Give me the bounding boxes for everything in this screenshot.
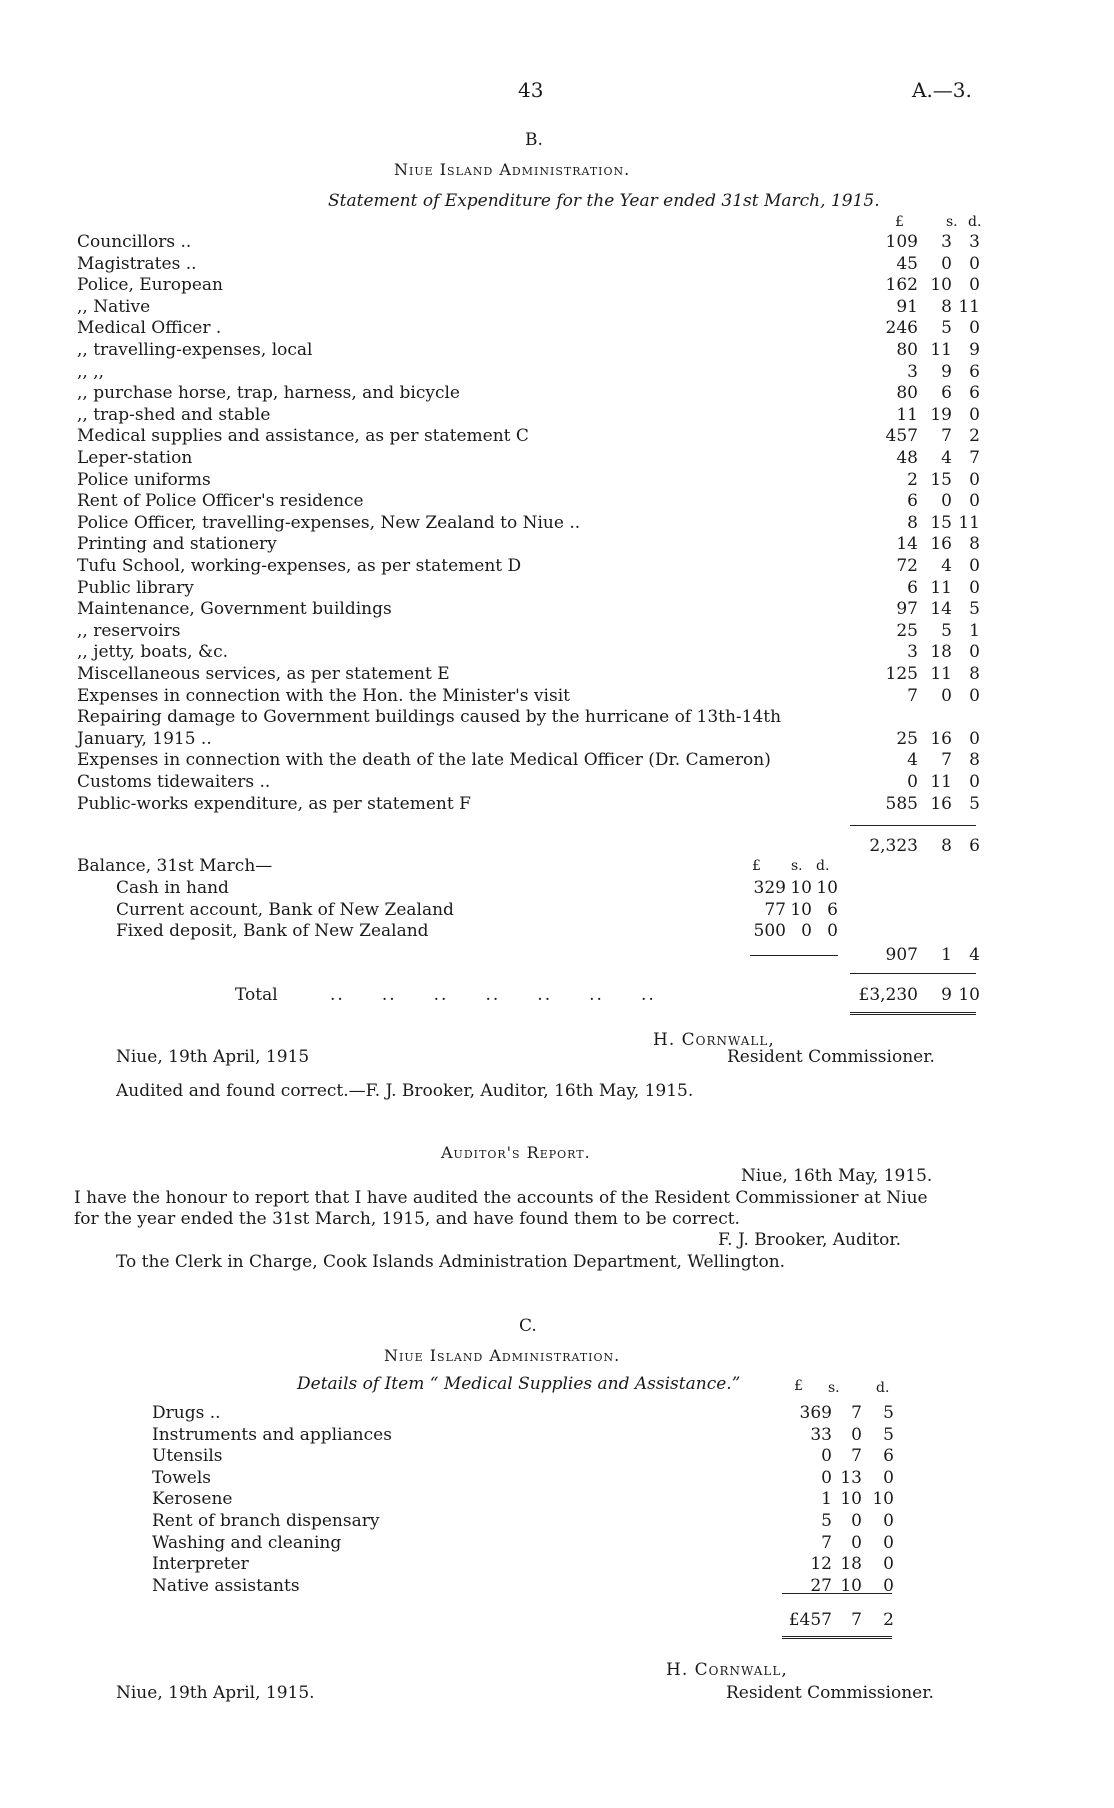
medical-supplies-row-pounds: 5: [821, 1511, 832, 1531]
expenditure-row-pounds: 109: [885, 232, 918, 252]
balance-row-pence: 6: [827, 899, 838, 920]
page-number: 43: [518, 78, 544, 102]
balance-row-label: Fixed deposit, Bank of New Zealand: [116, 921, 429, 941]
c-total-pence: 2: [883, 1610, 894, 1630]
expenditure-row-pounds: 0: [907, 772, 918, 792]
expenditure-row-shillings: 15: [930, 512, 952, 533]
expenditure-row-pounds: 45: [896, 253, 918, 274]
c-total-shillings: 7: [851, 1610, 862, 1630]
balance-rule: [750, 955, 838, 956]
expenditure-row-label: Expenses in connection with the death of the late Medical Officer (Dr. Cameron): [77, 750, 771, 771]
expenditure-row-label: Tufu School, working-expenses, as per statement D: [77, 556, 522, 576]
balance-row-label: Cash in hand: [116, 878, 229, 898]
medical-supplies-row-pounds: 7: [821, 1532, 832, 1553]
medical-supplies-row-label: Drugs ..: [152, 1403, 221, 1423]
medical-supplies-row: [0, 1489, 1114, 1511]
medical-supplies-row: [0, 1425, 1114, 1447]
expenditure-row-label: January, 1915 ..: [77, 728, 212, 749]
medical-supplies-row-shillings: 0: [851, 1424, 862, 1445]
expenditure-row-shillings: 8: [941, 296, 952, 317]
expenditure-row-pence: 0: [969, 556, 980, 576]
medical-supplies-row: [0, 1533, 1114, 1555]
expenditure-row: [0, 642, 1114, 664]
total-leaders: .. .. .. .. .. .. ..: [330, 985, 656, 1005]
expenditure-row-pounds: 14: [896, 534, 918, 555]
expenditure-row-label: ,, Native: [77, 296, 151, 317]
medical-supplies-row-shillings: 0: [851, 1511, 862, 1531]
total-pence: 10: [958, 985, 980, 1005]
medical-supplies-row-pence: 0: [883, 1511, 894, 1531]
expenditure-row-shillings: 11: [930, 664, 952, 684]
expenditure-row-label: Medical Officer .: [77, 318, 222, 339]
medical-supplies-row: [0, 1511, 1114, 1533]
section-b-signatory-name: H. Cornwall,: [653, 1030, 775, 1050]
expenditure-row-pounds: 25: [896, 620, 918, 641]
expenditure-row-shillings: 3: [941, 232, 952, 252]
c-total-rule: [782, 1593, 892, 1594]
expenditure-row-shillings: 19: [930, 404, 952, 425]
expenditure-row-pence: 6: [969, 383, 980, 404]
medical-supplies-row-pence: 0: [883, 1554, 894, 1575]
expenditure-row-pence: 9: [969, 340, 980, 360]
expenditure-row: [0, 794, 1114, 816]
total-shillings: 9: [941, 985, 952, 1005]
expenditure-row-shillings: 16: [930, 728, 952, 749]
expenditure-row-pence: 11: [958, 512, 980, 533]
expenditure-row-pence: 7: [969, 448, 980, 468]
medical-supplies-row-pounds: 27: [810, 1575, 832, 1596]
medical-supplies-row-label: Washing and cleaning: [152, 1532, 342, 1553]
expenditure-row-pounds: 6: [907, 491, 918, 512]
expenditure-row-label: ,, reservoirs: [77, 620, 181, 641]
section-b-letter: B.: [525, 130, 543, 150]
medical-supplies-row-pence: 10: [872, 1489, 894, 1510]
expenditure-row-pence: 2: [969, 426, 980, 447]
auditors-report-body-1: I have the honour to report that I have audited the accounts of the Resident Commissioner at Niue: [74, 1188, 928, 1208]
section-b-signatory-title: Resident Commissioner.: [727, 1047, 935, 1067]
expenditure-row: [0, 599, 1114, 621]
expenditure-row-label: ,, ,,: [77, 361, 105, 382]
expenditure-row-shillings: 9: [941, 361, 952, 382]
c-total-double-rule: [782, 1636, 892, 1639]
expenditure-row-pence: 0: [969, 469, 980, 490]
expenditure-row: [0, 686, 1114, 708]
subtotal-shillings: 8: [941, 836, 952, 856]
expenditure-row-pounds: 72: [896, 556, 918, 576]
medical-supplies-row-pounds: 1: [821, 1489, 832, 1510]
expenditure-row: [0, 275, 1114, 297]
expenditure-row-pounds: 7: [907, 685, 918, 706]
expenditure-row-pounds: 25: [896, 728, 918, 749]
medical-supplies-row-pence: 0: [883, 1532, 894, 1553]
expenditure-row-shillings: 16: [930, 793, 952, 814]
c-pence-header: d.: [876, 1380, 890, 1396]
expenditure-row-pounds: 80: [896, 383, 918, 404]
balance-row-pounds: 77: [764, 899, 786, 920]
expenditure-row: [0, 383, 1114, 405]
expenditure-row-shillings: 0: [941, 491, 952, 512]
balance-total-pounds: 907: [885, 945, 918, 965]
expenditure-row-label: Medical supplies and assistance, as per statement C: [77, 426, 529, 447]
expenditure-row-shillings: 7: [941, 426, 952, 447]
medical-supplies-row-shillings: 13: [840, 1467, 862, 1488]
section-c-letter: C.: [519, 1316, 537, 1336]
medical-supplies-row-pounds: 12: [810, 1554, 832, 1575]
expenditure-row-shillings: 4: [941, 448, 952, 468]
section-b-title: Niue Island Administration.: [394, 160, 631, 179]
subtotal-rule: [850, 825, 976, 826]
expenditure-row-pounds: 4: [907, 750, 918, 771]
balance-row: [0, 900, 1114, 922]
expenditure-row-label: Customs tidewaiters ..: [77, 772, 271, 792]
expenditure-row-shillings: 5: [941, 620, 952, 641]
section-c-place-date: Niue, 19th April, 1915.: [116, 1683, 315, 1703]
expenditure-row-pounds: 6: [907, 577, 918, 598]
expenditure-row: [0, 470, 1114, 492]
expenditure-row-pence: 0: [969, 253, 980, 274]
expenditure-row: [0, 254, 1114, 276]
expenditure-row: [0, 297, 1114, 319]
expenditure-row-pence: 0: [969, 685, 980, 706]
balance-row-pounds: 329: [753, 878, 786, 898]
medical-supplies-row-label: Native assistants: [152, 1575, 300, 1596]
section-b-subtitle: Statement of Expenditure for the Year ended 31st March, 1915.: [328, 191, 880, 211]
expenditure-row-pounds: 2: [907, 469, 918, 490]
expenditure-row-label: Miscellaneous services, as per statement E: [77, 664, 450, 684]
expenditure-row-shillings: 15: [930, 469, 952, 490]
balance-row: [0, 921, 1114, 943]
expenditure-row-shillings: 11: [930, 772, 952, 792]
c-total-pounds: £457: [788, 1610, 832, 1630]
document-reference: A.—3.: [912, 78, 972, 102]
balance-total-shillings: 1: [941, 945, 952, 965]
medical-supplies-row: [0, 1554, 1114, 1576]
expenditure-row-label: ,, jetty, boats, &c.: [77, 642, 229, 663]
total-rule: [850, 973, 976, 974]
c-shillings-header: s.: [828, 1380, 840, 1396]
expenditure-row: [0, 448, 1114, 470]
medical-supplies-row-shillings: 0: [851, 1532, 862, 1553]
expenditure-row-pence: 6: [969, 361, 980, 382]
section-b-place-date: Niue, 19th April, 1915: [116, 1047, 310, 1067]
expenditure-row: [0, 491, 1114, 513]
expenditure-row-label: ,, travelling-expenses, local: [77, 340, 313, 360]
expenditure-row-pence: 0: [969, 728, 980, 749]
balance-heading: Balance, 31st March—: [77, 856, 273, 876]
medical-supplies-row: [0, 1468, 1114, 1490]
expenditure-row-shillings: 10: [930, 275, 952, 296]
expenditure-row-shillings: 18: [930, 642, 952, 663]
expenditure-row-pounds: 97: [896, 599, 918, 620]
medical-supplies-row-shillings: 18: [840, 1554, 862, 1575]
expenditure-row-pence: 0: [969, 577, 980, 598]
expenditure-row-pence: 5: [969, 793, 980, 814]
balance-row: [0, 878, 1114, 900]
expenditure-row-label: Police Officer, travelling-expenses, New Zealand to Niue ..: [77, 512, 581, 533]
medical-supplies-row-shillings: 7: [851, 1403, 862, 1423]
auditors-report-signature: F. J. Brooker, Auditor.: [718, 1230, 902, 1250]
expenditure-row-pence: 0: [969, 275, 980, 296]
expenditure-row-pounds: 125: [885, 664, 918, 684]
expenditure-row-pence: 0: [969, 772, 980, 792]
expenditure-row: [0, 534, 1114, 556]
expenditure-row-pence: 8: [969, 534, 980, 555]
section-c-signatory-title: Resident Commissioner.: [726, 1683, 934, 1703]
expenditure-row-label: Police, European: [77, 275, 223, 296]
expenditure-row-pounds: 3: [907, 642, 918, 663]
expenditure-row: [0, 362, 1114, 384]
expenditure-row-pounds: 8: [907, 512, 918, 533]
medical-supplies-row: [0, 1403, 1114, 1425]
medical-supplies-row: [0, 1446, 1114, 1468]
expenditure-row-pounds: 11: [896, 404, 918, 425]
medical-supplies-row-label: Interpreter: [152, 1554, 249, 1575]
balance-row-shillings: 0: [801, 921, 812, 941]
expenditure-row: [0, 426, 1114, 448]
expenditure-row-shillings: 11: [930, 577, 952, 598]
expenditure-row-pounds: 48: [896, 448, 918, 468]
expenditure-row-pence: 0: [969, 491, 980, 512]
subtotal-pence: 6: [969, 836, 980, 856]
medical-supplies-row-label: Instruments and appliances: [152, 1424, 392, 1445]
expenditure-row-pounds: 457: [885, 426, 918, 447]
pence-header: d.: [968, 214, 982, 230]
balance-pence-header: d.: [816, 858, 830, 874]
balance-row-pounds: 500: [753, 921, 786, 941]
balance-total-pence: 4: [969, 945, 980, 965]
expenditure-row-label: ,, trap-shed and stable: [77, 404, 271, 425]
expenditure-row-pence: 0: [969, 318, 980, 339]
expenditure-row: [0, 621, 1114, 643]
expenditure-row-label: Magistrates ..: [77, 253, 197, 274]
medical-supplies-row-shillings: 10: [840, 1489, 862, 1510]
c-pounds-header: £: [794, 1378, 803, 1394]
expenditure-row-pounds: 162: [885, 275, 918, 296]
expenditure-row-shillings: 5: [941, 318, 952, 339]
expenditure-row-label: Printing and stationery: [77, 534, 277, 555]
expenditure-row: [0, 772, 1114, 794]
section-c-signatory-name: H. Cornwall,: [666, 1660, 788, 1680]
expenditure-row-pence: 1: [969, 620, 980, 641]
expenditure-row-label: Public library: [77, 577, 194, 598]
expenditure-row-shillings: 11: [930, 340, 952, 360]
balance-row-pence: 0: [827, 921, 838, 941]
section-c-subtitle: Details of Item “ Medical Supplies and Assistance.”: [297, 1374, 741, 1394]
expenditure-row-shillings: 7: [941, 750, 952, 771]
medical-supplies-row-shillings: 7: [851, 1446, 862, 1467]
medical-supplies-row-pence: 5: [883, 1403, 894, 1423]
auditors-report-body-2: for the year ended the 31st March, 1915, and have found them to be correct.: [74, 1209, 740, 1229]
expenditure-row: [0, 318, 1114, 340]
pounds-header: £: [895, 214, 904, 230]
audit-note: Audited and found correct.—F. J. Brooker, Auditor, 16th May, 1915.: [116, 1081, 694, 1101]
balance-row-shillings: 10: [790, 899, 812, 920]
medical-supplies-row-pounds: 369: [799, 1403, 832, 1423]
balance-pounds-header: £: [752, 858, 761, 874]
expenditure-row: [0, 232, 1114, 254]
medical-supplies-row-shillings: 10: [840, 1575, 862, 1596]
expenditure-row-shillings: 0: [941, 253, 952, 274]
expenditure-row-label: ,, purchase horse, trap, harness, and bicycle: [77, 383, 460, 404]
expenditure-row: [0, 556, 1114, 578]
expenditure-row-label: Expenses in connection with the Hon. the Minister's visit: [77, 685, 570, 706]
balance-row-label: Current account, Bank of New Zealand: [116, 899, 454, 920]
medical-supplies-row-label: Kerosene: [152, 1489, 233, 1510]
expenditure-row-label: Police uniforms: [77, 469, 211, 490]
medical-supplies-row-label: Rent of branch dispensary: [152, 1511, 380, 1531]
auditors-report-date: Niue, 16th May, 1915.: [741, 1166, 933, 1186]
medical-supplies-row-pounds: 0: [821, 1467, 832, 1488]
expenditure-row-pence: 8: [969, 750, 980, 771]
balance-row-pence: 10: [816, 878, 838, 898]
subtotal-pounds: 2,323: [869, 836, 918, 856]
expenditure-row-shillings: 16: [930, 534, 952, 555]
expenditure-row-label: Councillors ..: [77, 232, 192, 252]
medical-supplies-row-pounds: 33: [810, 1424, 832, 1445]
expenditure-row-label: Leper-station: [77, 448, 193, 468]
expenditure-row-pence: 11: [958, 296, 980, 317]
expenditure-row-label: Maintenance, Government buildings: [77, 599, 392, 620]
expenditure-row-pence: 0: [969, 642, 980, 663]
expenditure-row-pence: 3: [969, 232, 980, 252]
expenditure-row-shillings: 4: [941, 556, 952, 576]
expenditure-row-pence: 5: [969, 599, 980, 620]
expenditure-row-shillings: 14: [930, 599, 952, 620]
expenditure-row: [0, 707, 1114, 729]
expenditure-row-pounds: 91: [896, 296, 918, 317]
expenditure-row-label: Repairing damage to Government buildings caused by the hurricane of 13th-14th: [77, 707, 782, 728]
auditors-report-title: Auditor's Report.: [441, 1143, 591, 1162]
medical-supplies-row-pence: 5: [883, 1424, 894, 1445]
expenditure-row: [0, 578, 1114, 600]
expenditure-row-pounds: 585: [885, 793, 918, 814]
expenditure-row: [0, 513, 1114, 535]
total-double-rule: [850, 1012, 976, 1015]
balance-row-shillings: 10: [790, 878, 812, 898]
expenditure-row-pounds: 80: [896, 340, 918, 360]
expenditure-row: [0, 750, 1114, 772]
balance-shillings-header: s.: [791, 858, 803, 874]
section-c-title: Niue Island Administration.: [384, 1346, 621, 1365]
expenditure-row-shillings: 6: [941, 383, 952, 404]
shillings-header: s.: [946, 214, 958, 230]
expenditure-row-pounds: 3: [907, 361, 918, 382]
auditors-report-addressee: To the Clerk in Charge, Cook Islands Administration Department, Wellington.: [116, 1252, 786, 1272]
medical-supplies-row-pence: 0: [883, 1575, 894, 1596]
medical-supplies-row-pence: 6: [883, 1446, 894, 1467]
medical-supplies-row-label: Utensils: [152, 1446, 223, 1467]
expenditure-row-pounds: 246: [885, 318, 918, 339]
total-pounds: £3,230: [858, 985, 918, 1005]
expenditure-row-pence: 8: [969, 664, 980, 684]
medical-supplies-row-label: Towels: [152, 1467, 212, 1488]
expenditure-row-shillings: 0: [941, 685, 952, 706]
medical-supplies-row: [0, 1576, 1114, 1598]
medical-supplies-row-pence: 0: [883, 1467, 894, 1488]
expenditure-row: [0, 729, 1114, 751]
expenditure-row-label: Rent of Police Officer's residence: [77, 491, 364, 512]
expenditure-row: [0, 340, 1114, 362]
expenditure-row: [0, 664, 1114, 686]
total-label: Total: [235, 985, 278, 1005]
expenditure-row-pence: 0: [969, 404, 980, 425]
expenditure-row-label: Public-works expenditure, as per statement F: [77, 793, 471, 814]
expenditure-row: [0, 405, 1114, 427]
medical-supplies-row-pounds: 0: [821, 1446, 832, 1467]
